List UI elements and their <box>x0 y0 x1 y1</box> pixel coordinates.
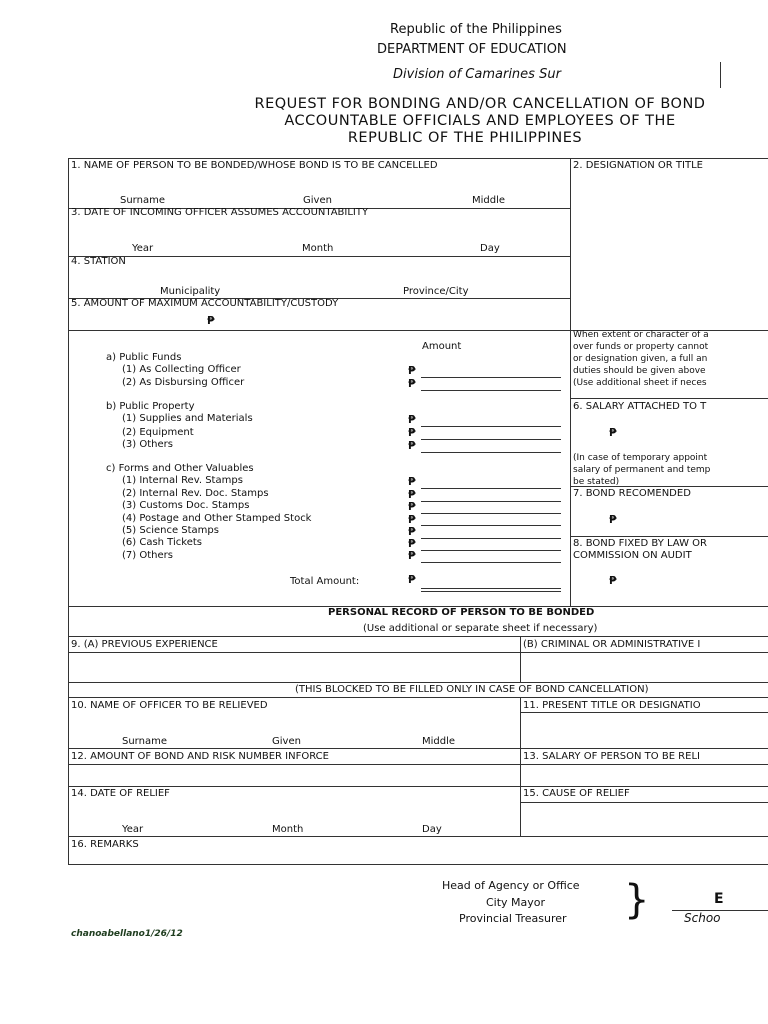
note-line: duties should be given above <box>573 366 706 376</box>
header-mark <box>720 62 721 88</box>
amount-line <box>421 452 561 453</box>
note-line: be stated) <box>573 477 620 487</box>
rule <box>68 636 768 637</box>
amount-line <box>421 501 561 502</box>
forms-label: c) Forms and Other Valuables <box>106 463 254 474</box>
total-amount-label: Total Amount: <box>290 576 360 587</box>
rule <box>68 697 768 698</box>
rule <box>68 652 768 653</box>
note-line: When extent or character of a <box>573 330 709 340</box>
note-line: (Use additional sheet if neces <box>573 378 707 388</box>
rule <box>68 682 768 683</box>
peso-sign: ₱ <box>408 500 416 513</box>
field-label-12: 12. AMOUNT OF BOND AND RISK NUMBER INFORCE <box>71 751 329 762</box>
day-label: Day <box>422 824 442 835</box>
note-line: or designation given, a full an <box>573 354 708 364</box>
given-label: Given <box>272 736 301 747</box>
signatory-head: Head of Agency or Office <box>442 879 580 892</box>
month-label: Month <box>302 243 334 254</box>
surname-label: Surname <box>120 195 165 206</box>
year-label: Year <box>122 824 144 835</box>
province-label: Province/City <box>403 286 469 297</box>
field-label-11: 11. PRESENT TITLE OR DESIGNATIO <box>523 700 701 711</box>
field-label-1: 1. NAME OF PERSON TO BE BONDED/WHOSE BOND IS TO BE CANCELLED <box>71 160 438 171</box>
peso-sign: ₱ <box>408 537 416 550</box>
peso-sign: ₱ <box>408 364 416 377</box>
rule <box>68 158 768 159</box>
public-property-label: b) Public Property <box>106 401 195 412</box>
peso-sign: ₱ <box>207 314 215 327</box>
amount-line <box>421 513 561 514</box>
day-label: Day <box>480 243 500 254</box>
mid-divider <box>570 158 571 606</box>
surname-label: Surname <box>122 736 167 747</box>
rule <box>570 398 768 399</box>
public-funds-item: (2) As Disbursing Officer <box>122 377 245 388</box>
field-label-4: 4. STATION <box>71 256 126 267</box>
field-label-2: 2. DESIGNATION OR TITLE <box>573 160 703 171</box>
field-label-6: 6. SALARY ATTACHED TO T <box>573 401 707 412</box>
field-label-15: 15. CAUSE OF RELIEF <box>523 788 630 799</box>
field-label-14: 14. DATE OF RELIEF <box>71 788 170 799</box>
note-line: (In case of temporary appoint <box>573 453 708 463</box>
peso-sign: ₱ <box>408 525 416 538</box>
total-line <box>421 588 561 589</box>
field-label-16: 16. REMARKS <box>71 839 139 850</box>
amount-line <box>421 538 561 539</box>
signatory-mayor: City Mayor <box>486 896 546 909</box>
rule <box>570 536 768 537</box>
rule <box>68 836 768 837</box>
rule <box>68 748 768 749</box>
public-property-item: (2) Equipment <box>122 427 194 438</box>
field-label-7: 7. BOND RECOMENDED <box>573 488 691 499</box>
rule <box>68 786 768 787</box>
given-label: Given <box>303 195 332 206</box>
amount-line <box>421 439 561 440</box>
peso-sign: ₱ <box>408 377 416 390</box>
forms-item: (7) Others <box>122 550 173 561</box>
public-funds-item: (1) As Collecting Officer <box>122 364 241 375</box>
forms-item: (6) Cash Tickets <box>122 537 202 548</box>
rule <box>520 712 768 713</box>
personal-record-subtitle: (Use additional or separate sheet if necessary) <box>363 623 598 634</box>
field-label-5: 5. AMOUNT OF MAXIMUM ACCOUNTABILITY/CUSTODY <box>71 298 339 309</box>
signatory-school: Schoo <box>684 911 721 925</box>
rule <box>68 864 768 865</box>
note-line: salary of permanent and temp <box>573 465 711 475</box>
peso-sign: ₱ <box>408 549 416 562</box>
signatory-treasurer: Provincial Treasurer <box>459 912 567 925</box>
rule <box>520 802 768 803</box>
field-label-10: 10. NAME OF OFFICER TO BE RELIEVED <box>71 700 268 711</box>
amount-line <box>421 390 561 391</box>
public-funds-label: a) Public Funds <box>106 352 182 363</box>
form-title-line1: REQUEST FOR BONDING AND/OR CANCELLATION OF BOND <box>254 96 706 112</box>
peso-sign: ₱ <box>609 513 617 526</box>
field-label-8b: COMMISSION ON AUDIT <box>573 550 692 561</box>
amount-line <box>421 550 561 551</box>
rule <box>68 256 570 257</box>
peso-sign: ₱ <box>408 426 416 439</box>
field-label-3: 3. DATE OF INCOMING OFFICER ASSUMES ACCOUNTABILITY <box>71 207 369 218</box>
total-line <box>421 591 561 592</box>
field-label-9a: 9. (A) PREVIOUS EXPERIENCE <box>71 639 218 650</box>
peso-sign: ₱ <box>408 439 416 452</box>
signatory-name: E <box>714 891 724 907</box>
field-label-13: 13. SALARY OF PERSON TO BE RELI <box>523 751 700 762</box>
divider <box>520 636 521 682</box>
amount-line <box>421 488 561 489</box>
amount-line <box>421 426 561 427</box>
year-label: Year <box>132 243 154 254</box>
peso-sign: ₱ <box>408 513 416 526</box>
cancellation-note: (THIS BLOCKED TO BE FILLED ONLY IN CASE OF BOND CANCELLATION) <box>295 684 649 695</box>
divider <box>520 697 521 836</box>
amount-line <box>421 562 561 563</box>
peso-sign: ₱ <box>609 426 617 439</box>
amount-header: Amount <box>422 341 462 352</box>
amount-line <box>421 377 561 378</box>
public-property-item: (1) Supplies and Materials <box>122 413 253 424</box>
department-heading: DEPARTMENT OF EDUCATION <box>377 42 567 57</box>
forms-item: (3) Customs Doc. Stamps <box>122 500 250 511</box>
form-title-line2: ACCOUNTABLE OFFICIALS AND EMPLOYEES OF THE <box>284 113 676 129</box>
form-title-line3: REPUBLIC OF THE PHILIPPINES <box>347 130 583 146</box>
forms-item: (1) Internal Rev. Stamps <box>122 475 243 486</box>
footer-code: chanoabellano1/26/12 <box>71 929 183 939</box>
field-label-8: 8. BOND FIXED BY LAW OR <box>573 538 707 549</box>
middle-label: Middle <box>422 736 456 747</box>
amount-line <box>421 525 561 526</box>
forms-item: (5) Science Stamps <box>122 525 219 536</box>
left-border <box>68 158 69 864</box>
division-heading: Division of Camarines Sur <box>393 67 561 82</box>
peso-sign: ₱ <box>408 413 416 426</box>
forms-item: (4) Postage and Other Stamped Stock <box>122 513 312 524</box>
month-label: Month <box>272 824 304 835</box>
rule <box>68 764 768 765</box>
field-label-9b: (B) CRIMINAL OR ADMINISTRATIVE I <box>523 639 701 650</box>
peso-sign: ₱ <box>408 475 416 488</box>
public-property-item: (3) Others <box>122 439 173 450</box>
note-line: over funds or property cannot <box>573 342 709 352</box>
republic-heading: Republic of the Philippines <box>390 22 562 37</box>
forms-item: (2) Internal Rev. Doc. Stamps <box>122 488 269 499</box>
personal-record-title: PERSONAL RECORD OF PERSON TO BE BONDED <box>328 607 595 618</box>
brace-mark: } <box>624 877 650 923</box>
middle-label: Middle <box>472 195 506 206</box>
peso-sign: ₱ <box>609 574 617 587</box>
peso-sign: ₱ <box>408 488 416 501</box>
peso-sign: ₱ <box>408 573 416 586</box>
municipality-label: Municipality <box>160 286 221 297</box>
